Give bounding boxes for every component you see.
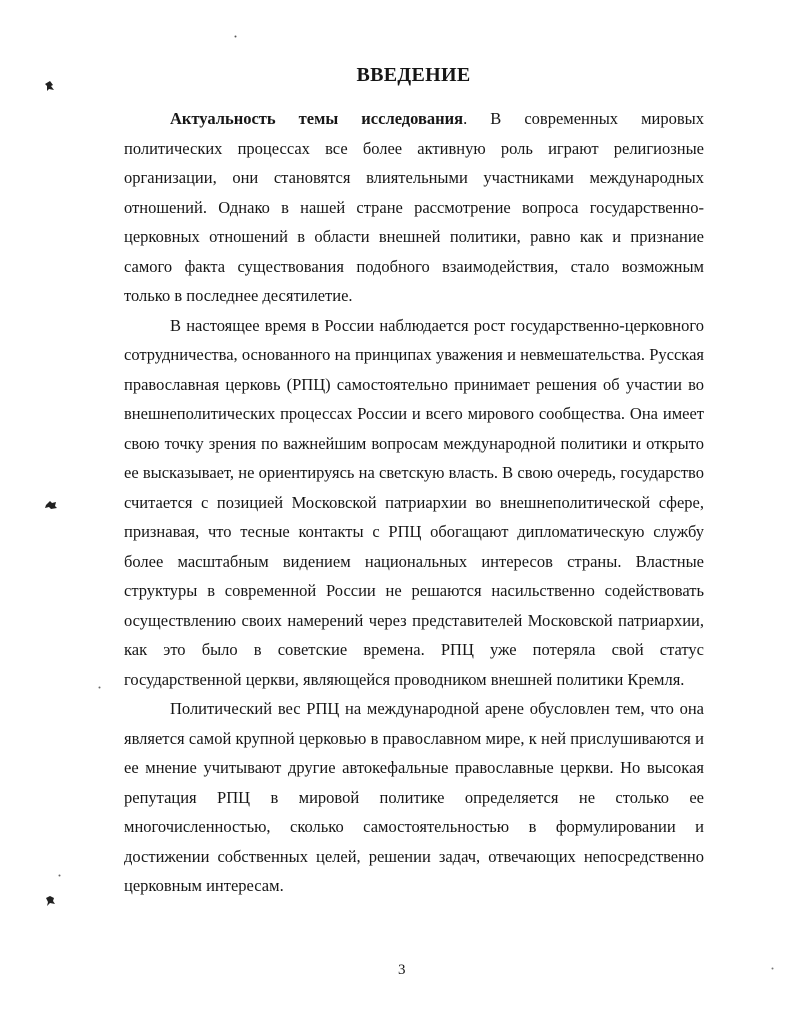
scan-dot: [58, 874, 61, 877]
scan-speck-middle: [44, 499, 58, 511]
scan-dot: [98, 686, 101, 689]
page-number: 3: [398, 962, 406, 978]
paragraph-text: . В современных мировых политических процессах все более активную роль играют религиозные организации, они становятся влиятельными участниками международных отношений. Однако в нашей стране рассмотрение вопроса государственно-церковных отношений в области внешней политики, равно как и признание самого факта существования подобного взаимодействия, стало возможным только в последнее десятилетие.: [124, 109, 705, 305]
paragraph-1: [124, 104, 704, 311]
scan-dot: [234, 35, 237, 38]
body-text: [124, 104, 704, 901]
scan-dot: [771, 967, 774, 970]
page-title: ВВЕДЕНИЕ: [356, 64, 471, 86]
paragraph-3: Политический вес РПЦ на международной арене обусловлен тем, что она является самой крупной церковью в православном мире, к ней прислушиваются и ее мнение учитывают другие автокефальные православные церкви. Но высокая репутация РПЦ в мировой политике определяется не столько ее многочисленностью, сколько самостоятельностью в формулировании и достижении собственных целей, решении задач, отвечающих непосредственно церковным интересам.: [124, 699, 704, 895]
paragraph-lead: Актуальность темы исследования: [170, 109, 464, 128]
scan-speck-bottom: [44, 895, 56, 907]
paragraph-2: В настоящее время в России наблюдается рост государственно-церковного сотрудничества, основанного на принципах уважения и невмешательства. Русская православная церковь (РПЦ) самостоятельно принимает решения об участии во внешнеполитических процессах России и всего мирового сообщества. Она имеет свою точку зрения по важнейшим вопросам международной политики и открыто ее высказывает, не ориентируясь на светскую власть. В свою очередь, государство считается с позицией Московской патриархии во внешнеполитической сфере, признавая, что тесные контакты с РПЦ обогащают дипломатическую службу более масштабным видением национальных интересов страны. Властные структуры в современной России не решаются насильственно содействовать осуществлению своих намерений через представителей Московской патриархии, как это было в советские времена. РПЦ уже потеряла свой статус государственной церкви, являющейся проводником внешней политики Кремля.: [124, 315, 704, 689]
